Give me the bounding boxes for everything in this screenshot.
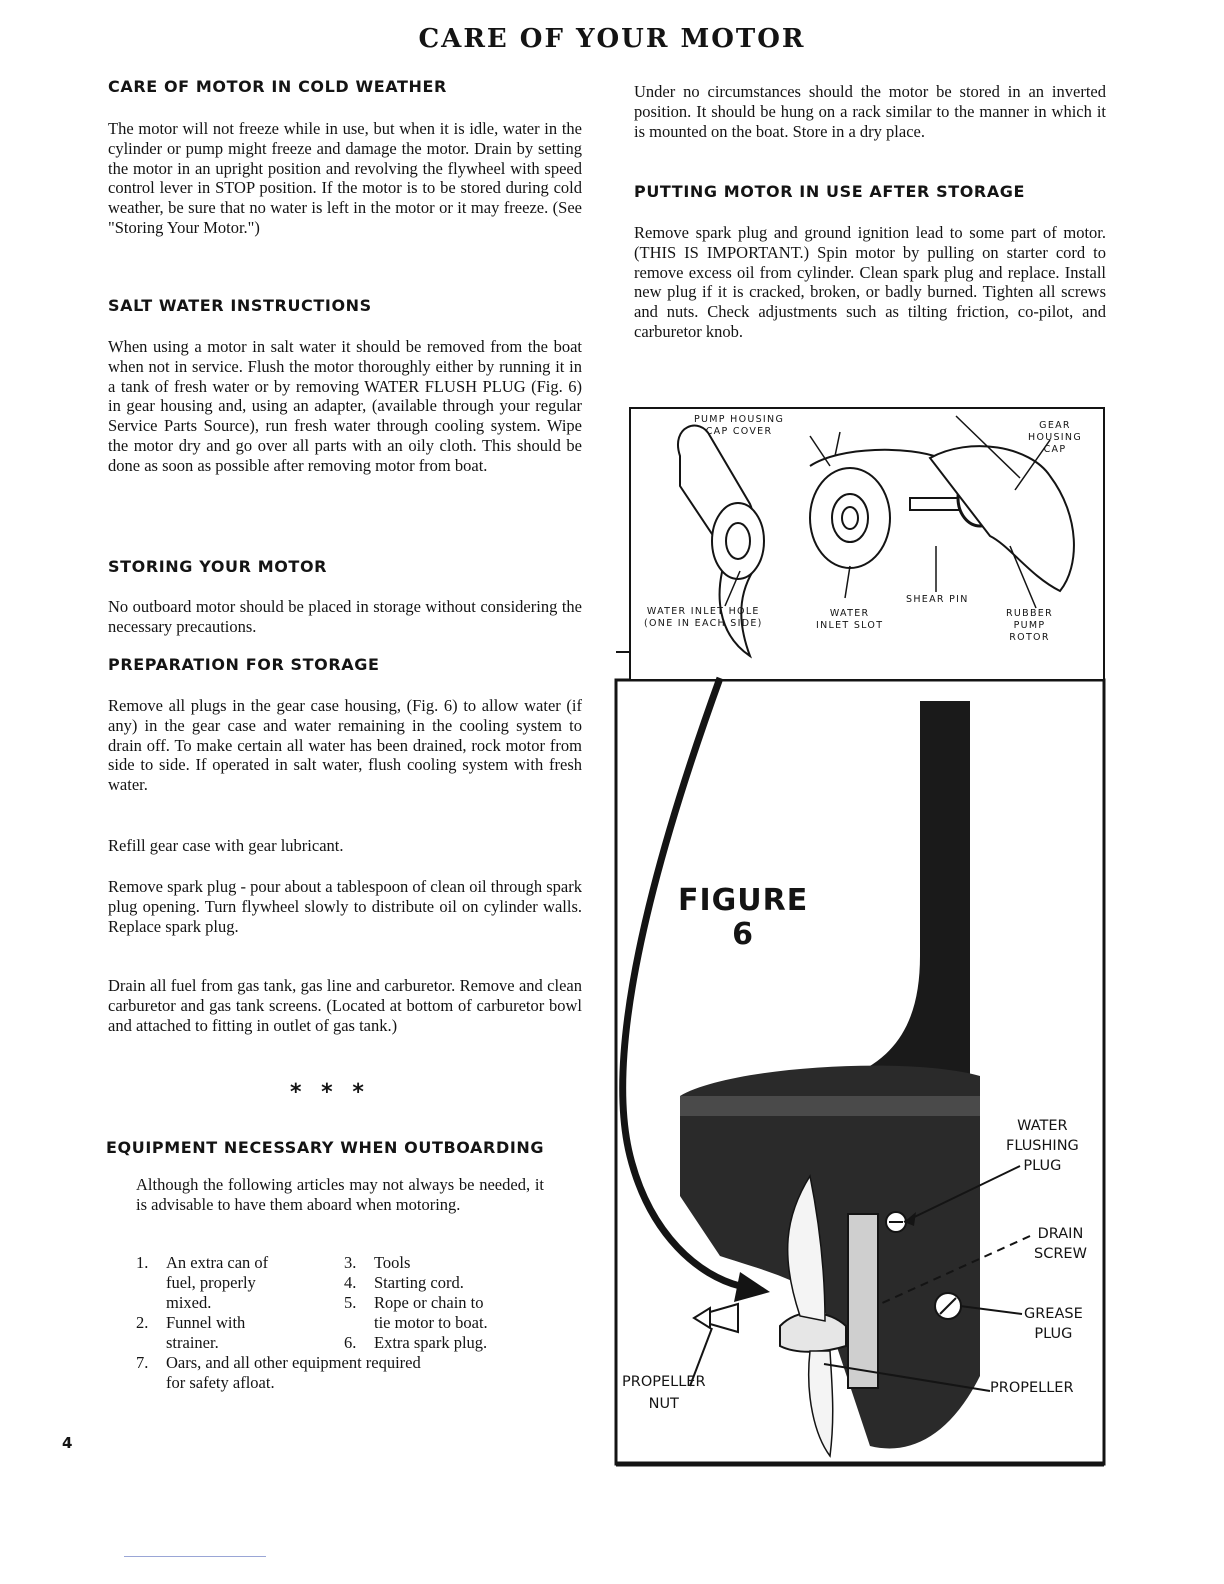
list-item: tie motor to boat. [374,1313,488,1332]
rubber-pump-rotor-label: RUBBER PUMP ROTOR [1006,608,1053,643]
list-item: Funnel with [166,1313,246,1332]
list-item: strainer. [166,1333,219,1352]
page-title: CARE OF YOUR MOTOR [418,24,806,54]
list-item-number: 2. [136,1313,149,1332]
figure-6 [610,396,1110,1476]
list-item: fuel, properly [166,1273,256,1292]
water-flushing-plug-label: WATER FLUSHING PLUG [1006,1118,1079,1174]
water-inlet-slot-label: WATER INLET SLOT [816,608,884,631]
section-separator: * * * [290,1080,370,1105]
equipment-intro: Although the following articles may not always be needed, it is advisable to have them aboard when motoring. [136,1175,544,1214]
storage-note-text: Under no circumstances should the motor be stored in an inverted position. It should be hung on a rack similar to the manner in which it is mounted on the boat. Store in a dry place. [634,82,1106,141]
list-item: for safety afloat. [166,1373,275,1392]
list-item-number: 3. [344,1253,357,1272]
list-item-number: 7. [136,1353,149,1372]
list-item: Tools [374,1253,411,1272]
salt-water-text: When using a motor in salt water it should be removed from the boat when not in service. Flush the motor thoroughly either by running it in a tank of fresh water or by removing WATER FLUSH PLUG (Fig. 6) in gear housing and, using an adapter, (available through your regular Service Parts Source), run fresh water through cooling system. Wipe the motor dry and go over all parts with an oily cloth. This should be done as soon as possible after removing motor from boat. [108,337,582,475]
list-item: Starting cord. [374,1273,464,1292]
preparation-text-2: Refill gear case with gear lubricant. [108,836,344,855]
cold-weather-text: The motor will not freeze while in use, but when it is idle, water in the cylinder or pump might freeze and damage the motor. Drain by setting the motor in an upright position and revolving the flywheel with speed control lever in STOP position. If the motor is to be stored during cold weather, be sure that no water is left in the motor or it may freeze. (See "Storing Your Motor.") [108,119,582,237]
salt-water-heading: SALT WATER INSTRUCTIONS [108,296,372,315]
preparation-text-1: Remove all plugs in the gear case housing, (Fig. 6) to allow water (if any) in the gear case and water remaining in the cooling system to drain off. To make certain all water has been drained, rock motor from side to side. If operated in salt water, flush cooling system with fresh water. [108,696,582,795]
list-item-number: 5. [344,1293,357,1312]
pump-housing-cap-cover-label: PUMP HOUSING CAP COVER [694,414,785,437]
cold-weather-heading: CARE OF MOTOR IN COLD WEATHER [108,77,447,96]
scan-artifact-line [124,1556,266,1557]
list-item: Oars, and all other equipment required [166,1353,421,1372]
preparation-text-4: Drain all fuel from gas tank, gas line and carburetor. Remove and clean carburetor and gas tank screens. (Located at bottom of carburetor bowl and attached to fitting in outlet of gas tank.) [108,976,582,1035]
water-inlet-hole-label: WATER INLET HOLE (ONE IN EACH SIDE) [644,606,763,629]
figure-label: FIGURE 6 [678,883,809,952]
after-storage-text: Remove spark plug and ground ignition lead to some part of motor. (THIS IS IMPORTANT.) Spin motor by pulling on starter cord to remove excess oil from cylinder. Clean spark plug and replace. Install new plug if it is cracked, broken, or badly burned. Tighten all screws and nuts. Check adjustments such as tilting friction, co-pilot, and carburetor knob. [634,223,1106,341]
list-item-number: 1. [136,1253,149,1272]
preparation-text-3: Remove spark plug - pour about a tablespoon of clean oil through spark plug opening. Turn flywheel slowly to distribute oil on cylinder walls. Replace spark plug. [108,877,582,936]
list-item: Rope or chain to [374,1293,484,1312]
propeller-label: PROPELLER [990,1380,1074,1396]
grease-plug-label: GREASE PLUG [1024,1306,1083,1342]
propeller-nut-label: PROPELLER NUT [622,1374,706,1412]
gear-housing-cap-label: GEAR HOUSING CAP [1028,420,1082,455]
storing-heading: STORING YOUR MOTOR [108,557,328,576]
drain-screw-label: DRAIN SCREW [1034,1226,1087,1262]
list-item-number: 6. [344,1333,357,1352]
preparation-heading: PREPARATION FOR STORAGE [108,655,380,674]
list-item-number: 4. [344,1273,357,1292]
equipment-heading: EQUIPMENT NECESSARY WHEN OUTBOARDING [106,1138,545,1157]
list-item: mixed. [166,1293,212,1312]
storing-text: No outboard motor should be placed in storage without considering the necessary precautions. [108,597,582,636]
page-number: 4 [62,1434,73,1452]
shear-pin-label: SHEAR PIN [906,594,969,605]
list-item: Extra spark plug. [374,1333,488,1352]
after-storage-heading: PUTTING MOTOR IN USE AFTER STORAGE [634,182,1026,201]
list-item: An extra can of [166,1253,269,1272]
